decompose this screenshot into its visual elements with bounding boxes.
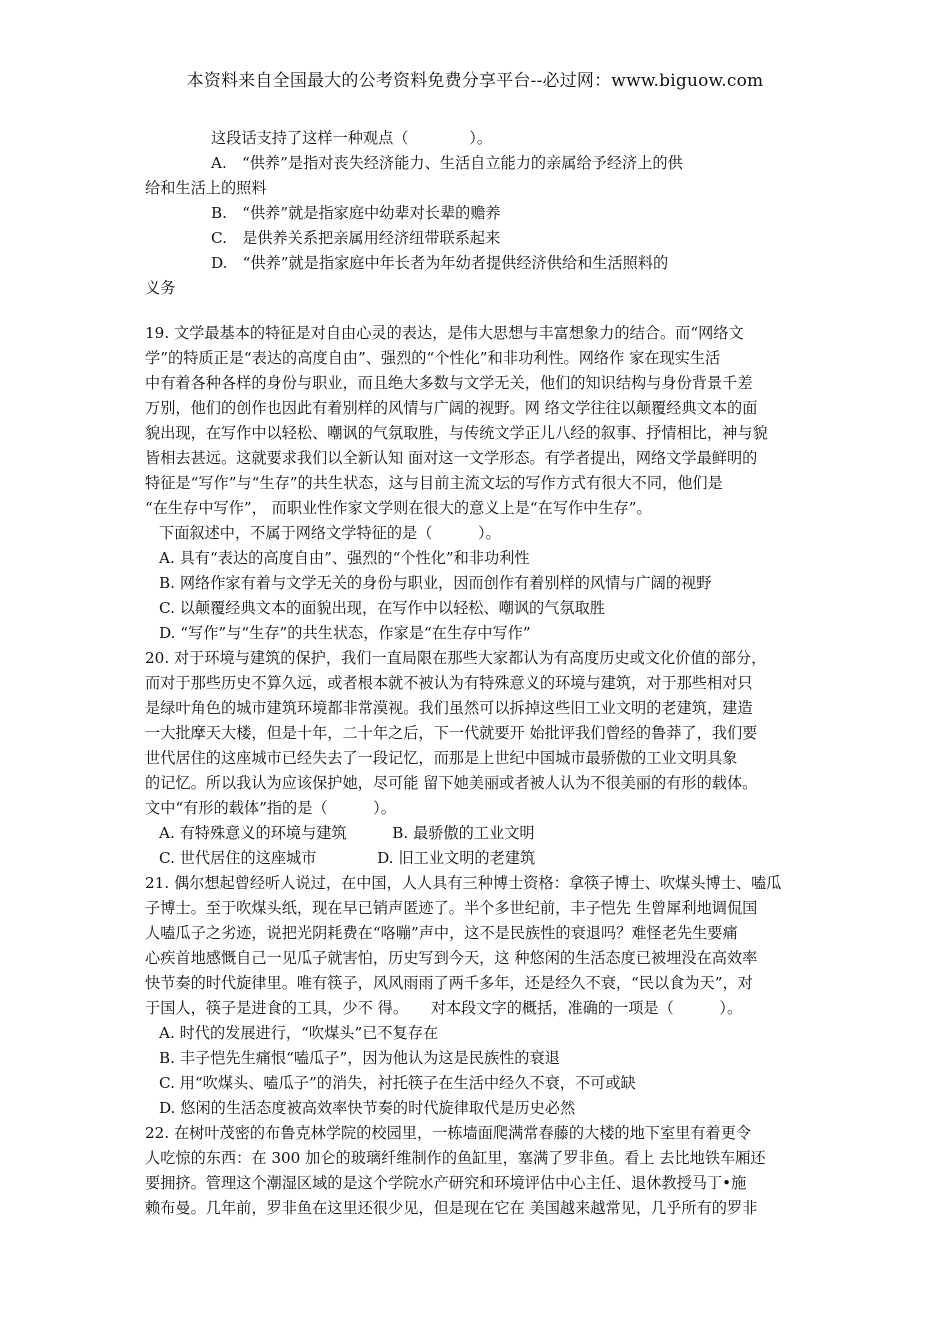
passage-line: 是绿叶角色的城市建筑环境都非常漠视。我们虽然可以拆掉这些旧工业文明的老建筑，建造: [145, 699, 753, 717]
passage-line: 的记忆。所以我认为应该保护她，尽可能 留下她美丽或者被人认为不很美丽的有形的载体。: [145, 774, 758, 792]
passage-line: 貌出现，在写作中以轻松、嘲讽的气氛取胜，与传统文学正儿八经的叙事、抒情相比，神与貌: [145, 424, 768, 442]
passage-line: 世代居住的这座城市已经失去了一段记忆，而那是上世纪中国城市最骄傲的工业文明具象: [145, 749, 738, 767]
option-c: C. 以颠覆经典文本的面貌出现，在写作中以轻松、嘲讽的气氛取胜: [159, 599, 605, 617]
passage-line: 赖布曼。几年前，罗非鱼在这里还很少见，但是现在它在 美国越来越常见，几乎所有的罗非: [145, 1199, 758, 1217]
option-a-cont: 给和生活上的照料: [145, 179, 267, 197]
option-a: A. 具有“表达的高度自由”、强烈的“个性化”和非功利性: [159, 549, 530, 567]
passage-line: 人嗑瓜子之劣迹，说把光阴耗费在“咯嘣”声中，这不是民族性的衰退吗？难怪老先生要痛: [145, 924, 738, 942]
passage-line: 快节奏的时代旋律里。唯有筷子，风风雨雨了两千多年，还是经久不衰，“民以食为天”，对: [145, 974, 753, 992]
question-stem: 下面叙述中，不属于网络文学特征的是（ ）。: [159, 524, 501, 542]
option-b: B. 丰子恺先生痛恨“嗑瓜子”，因为他认为这是民族性的衰退: [159, 1049, 560, 1067]
passage-line: 要拥挤。管理这个潮湿区域的是这个学院水产研究和环境评估中心主任、退休教授马丁•施: [145, 1174, 747, 1192]
passage-line: 万别，他们的创作也因此有着别样的风情与广阔的视野。网 络文学往往以颠覆经典文本的面: [145, 399, 758, 417]
option-b: B. “供养”就是指家庭中幼辈对长辈的赡养: [211, 204, 501, 222]
option-a: A. “供养”是指对丧失经济能力、生活自立能力的亲属给予经济上的供: [211, 154, 683, 172]
passage-line: 特征是“写作”与“生存”的共生状态，这与目前主流文坛的写作方式有很大不同，他们是: [145, 474, 723, 492]
passage-line: 心疾首地感慨自己一见瓜子就害怕，历史写到今天，这 种悠闲的生活态度已被埋没在高效率: [145, 949, 758, 967]
question-stem: 文中“有形的载体”指的是（ ）。: [145, 799, 396, 817]
option-a: A. 时代的发展进行，“吹煤头”已不复存在: [159, 1024, 439, 1042]
option-d-cont: 义务: [145, 279, 176, 297]
passage-line: “在生存中写作”， 而职业性作家文学则在很大的意义上是“在写作中生存”。: [145, 499, 652, 517]
question-19: [145, 321, 815, 646]
question-18: [145, 126, 815, 301]
option-d: D. 悠闲的生活态度被高效率快节奏的时代旋律取代是历史必然: [159, 1099, 576, 1117]
passage-line: 而对于那些历史不算久远，或者根本就不被认为有特殊意义的环境与建筑，对于那些相对只: [145, 674, 753, 692]
option-d: D. “供养”就是指家庭中年长者为年幼者提供经济供给和生活照料的: [211, 254, 669, 272]
passage-line: 皆相去甚远。这就要求我们以全新认知 面对这一文学形态。有学者提出，网络文学最鲜明的: [145, 449, 758, 467]
option-d: D. “写作”与“生存”的共生状态，作家是“在生存中写作”: [159, 624, 531, 642]
page-header: 本资料来自全国最大的公考资料免费分享平台--必过网：www.biguow.com: [186, 71, 764, 91]
option-b: B. 网络作家有着与文学无关的身份与职业，因而创作有着别样的风情与广阔的视野: [159, 574, 712, 592]
question-20: [145, 646, 815, 871]
passage-line: 人吃惊的东西：在 300 加仑的玻璃纤维制作的鱼缸里，塞满了罗非鱼。看上 去比地铁车厢还: [145, 1149, 766, 1167]
question-stem: 这段话支持了这样一种观点（ ）。: [211, 129, 492, 147]
question-22: [145, 1121, 815, 1221]
passage-line: 中有着各种各样的身份与职业，而且绝大多数与文学无关，他们的知识结构与身份背景千差: [145, 374, 753, 392]
passage-line: 22. 在树叶茂密的布鲁克林学院的校园里，一栋墙面爬满常春藤的大楼的地下室里有着更令: [145, 1124, 752, 1142]
question-stem: 于国人，筷子是进食的工具，少不 得。 对本段文字的概括，准确的一项是（ ）。: [145, 999, 743, 1017]
option-cd: C. 世代居住的这座城市 D. 旧工业文明的老建筑: [159, 849, 536, 867]
question-21: [145, 871, 815, 1121]
passage-line: 20. 对于环境与建筑的保护，我们一直局限在那些大家都认为有高度历史或文化价值的部分，: [145, 649, 767, 667]
option-ab: A. 有特殊意义的环境与建筑 B. 最骄傲的工业文明: [159, 824, 535, 842]
option-c: C. 用“吹煤头、嗑瓜子”的消失，衬托筷子在生活中经久不衰，不可或缺: [159, 1074, 636, 1092]
passage-line: 19. 文学最基本的特征是对自由心灵的表达，是伟大思想与丰富想象力的结合。而“网络文: [145, 324, 744, 342]
passage-line: 一大批摩天大楼，但是十年，二十年之后，下一代就要开 始批评我们曾经的鲁莽了，我们要: [145, 724, 758, 742]
passage-line: 学”的特质正是“表达的高度自由”、强烈的“个性化”和非功利性。网络作 家在现实生活: [145, 349, 721, 367]
passage-line: 21. 偶尔想起曾经听人说过，在中国，人人具有三种博士资格：拿筷子博士、吹煤头博士、嗑瓜: [145, 874, 782, 892]
passage-line: 子博士。至于吹煤头纸，现在早已销声匿迹了。半个多世纪前，丰子恺先 生曾犀利地调侃国: [145, 899, 758, 917]
option-c: C. 是供养关系把亲属用经济纽带联系起来: [211, 229, 501, 247]
